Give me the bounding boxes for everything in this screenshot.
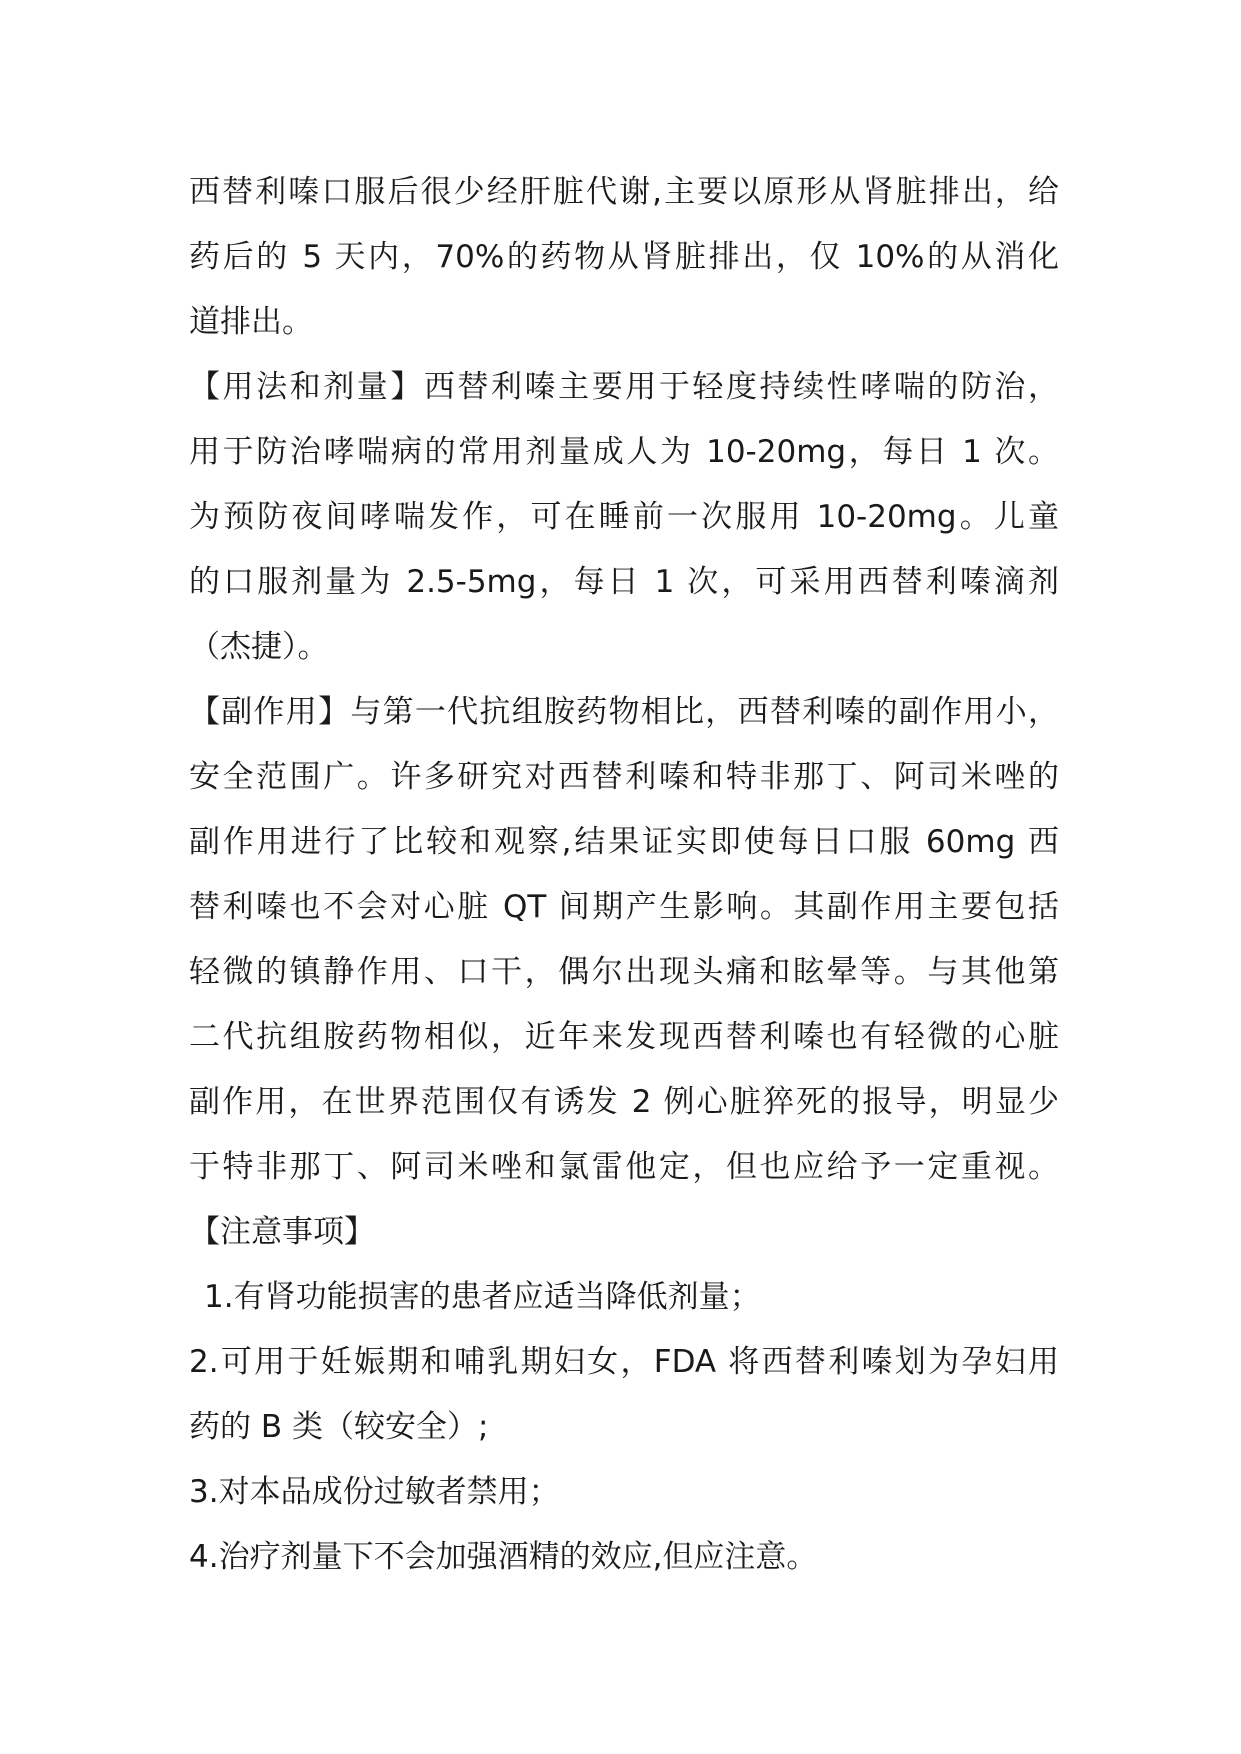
list-item: 1.有肾功能损害的患者应适当降低剂量； — [204, 1279, 761, 1315]
text-line: 副作用进行了比较和观察,结果证实即使每日口服 60mg 西 — [189, 824, 1059, 860]
text-line: 药后的 5 天内，70%的药物从肾脏排出，仅 10%的从消化 — [189, 239, 1059, 275]
document-body — [189, 160, 1059, 1590]
text-line: 轻微的镇静作用、口干，偶尔出现头痛和眩晕等。与其他第 — [189, 954, 1059, 990]
list-item: 3.对本品成份过敏者禁用； — [189, 1474, 560, 1510]
text-line: 替利嗪也不会对心脏 QT 间期产生影响。其副作用主要包括 — [189, 889, 1059, 925]
text-line: 道排出。 — [189, 304, 313, 340]
text-line: 于特非那丁、阿司米唑和氯雷他定，但也应给予一定重视。 — [189, 1149, 1059, 1185]
text-line: 为预防夜间哮喘发作，可在睡前一次服用 10-20mg。儿童 — [189, 499, 1059, 535]
list-item: 4.治疗剂量下不会加强酒精的效应,但应注意。 — [189, 1539, 818, 1575]
text-line: 副作用，在世界范围仅有诱发 2 例心脏猝死的报导，明显少 — [189, 1084, 1059, 1120]
list-item: 2.可用于妊娠期和哺乳期妇女，FDA 将西替利嗪划为孕妇用 — [189, 1344, 1059, 1380]
section-heading-precautions: 【注意事项】 — [189, 1214, 375, 1250]
text-line: 安全范围广。许多研究对西替利嗪和特非那丁、阿司米唑的 — [189, 759, 1059, 795]
text-line: （杰捷）。 — [189, 629, 329, 665]
section-heading-dosage: 【用法和剂量】西替利嗪主要用于轻度持续性哮喘的防治， — [189, 369, 1059, 405]
text-line: 药的 B 类（较安全）; — [189, 1409, 489, 1445]
text-line: 用于防治哮喘病的常用剂量成人为 10-20mg，每日 1 次。 — [189, 434, 1059, 470]
text-line: 西替利嗪口服后很少经肝脏代谢,主要以原形从肾脏排出，给 — [189, 174, 1059, 210]
text-line: 二代抗组胺药物相似，近年来发现西替利嗪也有轻微的心脏 — [189, 1019, 1059, 1055]
text-line: 的口服剂量为 2.5-5mg，每日 1 次，可采用西替利嗪滴剂 — [189, 564, 1059, 600]
section-heading-side-effects: 【副作用】与第一代抗组胺药物相比，西替利嗪的副作用小， — [189, 694, 1059, 730]
